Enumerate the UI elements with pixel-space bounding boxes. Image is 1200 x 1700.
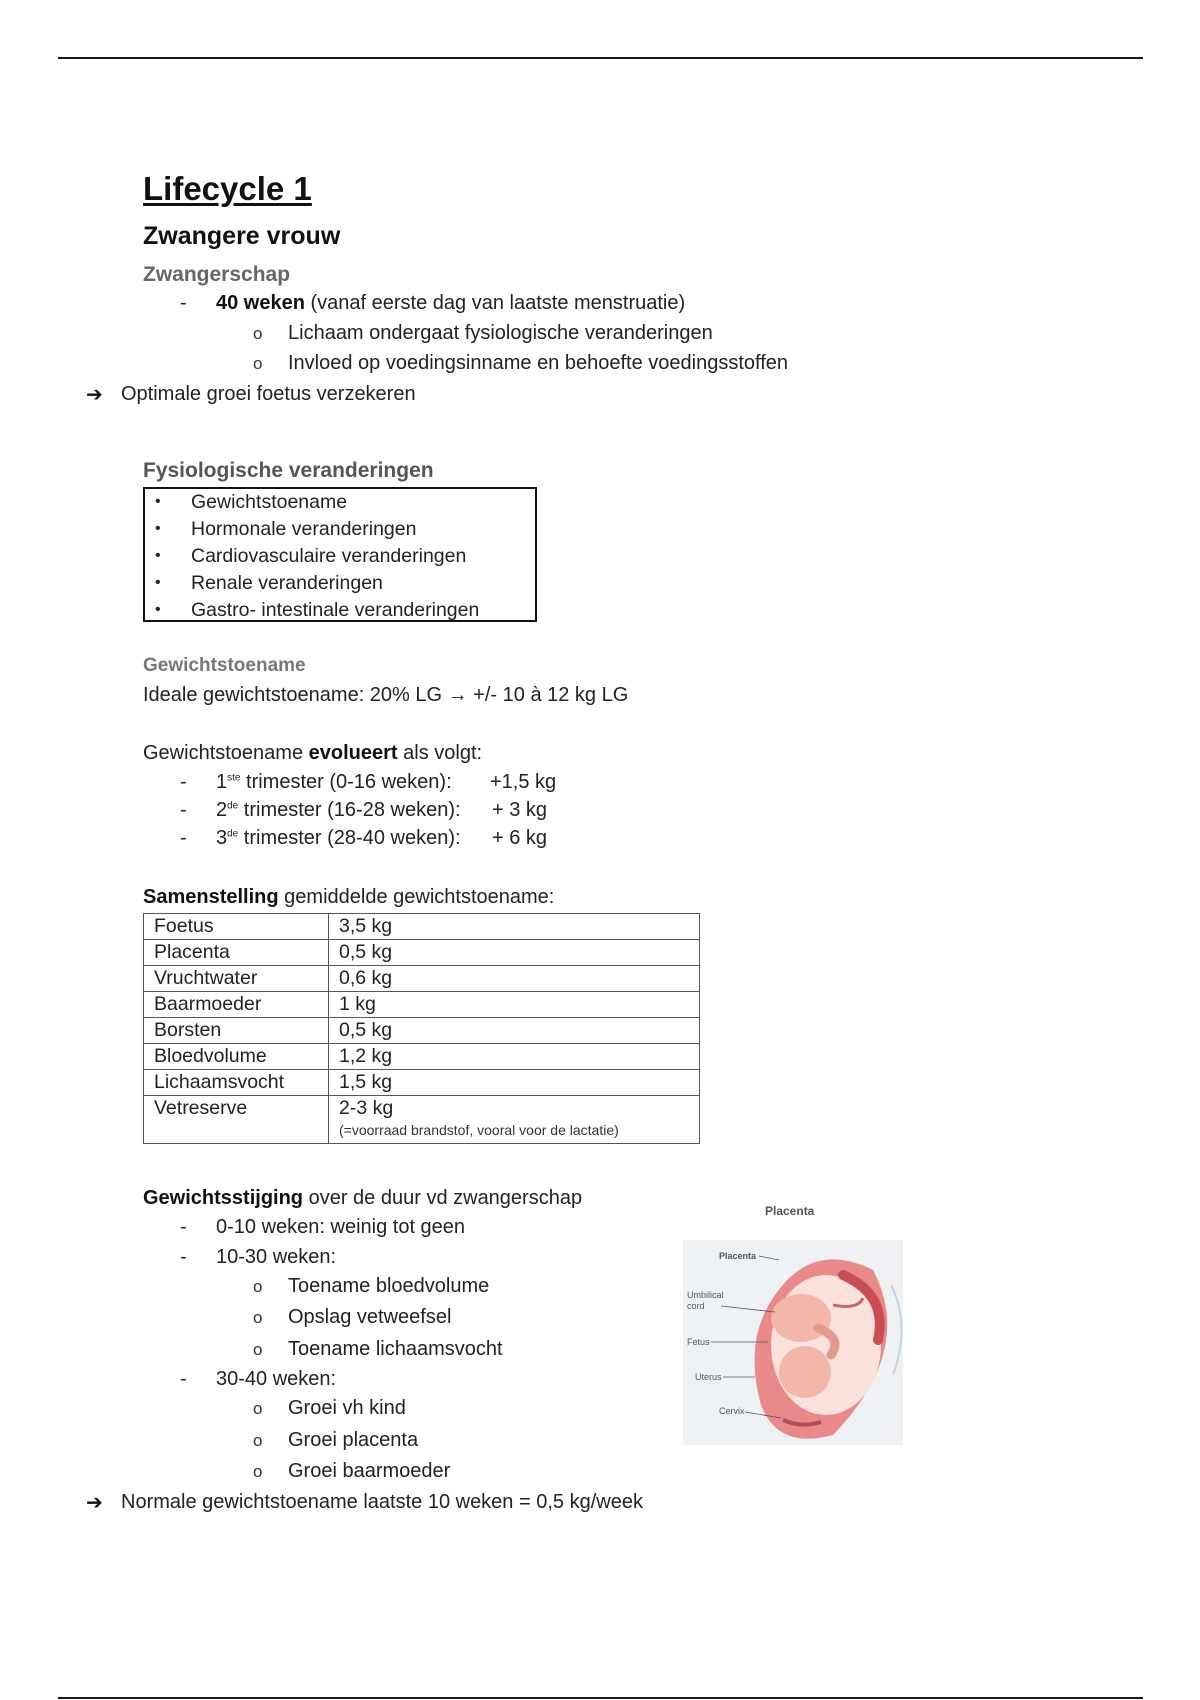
weight-note: (=voorraad brandstof, vooral voor de lactatie) xyxy=(339,1122,619,1138)
physiology-item: Gastro- intestinale veranderingen xyxy=(191,599,480,621)
physiology-item: Cardiovasculaire veranderingen xyxy=(191,545,467,567)
duration-bold: 40 weken xyxy=(216,292,305,314)
dot-bullet: • xyxy=(155,574,161,591)
evolution-intro xyxy=(143,742,482,765)
placenta-illustration xyxy=(683,1200,903,1445)
circle-bullet: o xyxy=(253,1399,263,1418)
period-sub-item: Groei placenta xyxy=(288,1429,419,1451)
composition-table xyxy=(143,913,700,1144)
table-cell-weight: 0,6 kg xyxy=(329,966,700,992)
trimester-value: +1,5 kg xyxy=(490,771,557,793)
table-cell-weight: 0,5 kg xyxy=(329,940,700,966)
list-item xyxy=(145,489,535,516)
table-row xyxy=(144,1044,700,1070)
dash-bullet: - xyxy=(180,1368,187,1390)
table-row xyxy=(144,966,700,992)
trimester-sup: de xyxy=(227,800,239,812)
table-row xyxy=(144,1070,700,1096)
evolution-post: als volgt: xyxy=(397,742,483,764)
dash-bullet: - xyxy=(180,1246,187,1268)
physiology-item: Renale veranderingen xyxy=(191,572,383,594)
figure-label: Placenta xyxy=(719,1251,757,1261)
table-cell-weight: 1,2 kg xyxy=(329,1044,700,1070)
increase-bold: Gewichtsstijging xyxy=(143,1187,304,1209)
composition-intro xyxy=(143,886,554,909)
figure-label: Cervix xyxy=(719,1406,745,1416)
increase-rest: over de duur vd zwangerschap xyxy=(303,1187,583,1209)
table-row xyxy=(144,992,700,1018)
figure-title: Placenta xyxy=(765,1204,815,1218)
trimester-num: 2 xyxy=(216,799,228,821)
table-cell-weight: 0,5 kg xyxy=(329,1018,700,1044)
evolution-bold: evolueert xyxy=(308,742,398,764)
trimester-label: trimester (0-16 weken): xyxy=(240,771,452,793)
footer-rule xyxy=(58,1697,1143,1699)
weight-value: 2-3 kg xyxy=(339,1097,394,1119)
circle-bullet: o xyxy=(253,354,263,373)
trimester-label: trimester (28-40 weken): xyxy=(238,827,461,849)
trimester-value: + 6 kg xyxy=(492,827,548,849)
circle-bullet: o xyxy=(253,324,263,343)
dash-bullet: - xyxy=(180,1216,187,1238)
table-cell-part: Lichaamsvocht xyxy=(144,1070,329,1096)
heading-zwangerschap: Zwangerschap xyxy=(143,263,291,286)
trimester-value: + 3 kg xyxy=(492,799,548,821)
period-item: 10-30 weken: xyxy=(216,1246,337,1268)
table-row xyxy=(144,914,700,940)
trimester-sup: ste xyxy=(227,772,241,784)
figure-label: Umbilical xyxy=(687,1290,724,1300)
dash-bullet: - xyxy=(180,771,187,793)
circle-bullet: o xyxy=(253,1277,263,1296)
trimester-line xyxy=(216,827,461,850)
dash-bullet: - xyxy=(180,799,187,821)
period-sub-item: Groei baarmoeder xyxy=(288,1460,451,1482)
table-cell-part: Borsten xyxy=(144,1018,329,1044)
list-item xyxy=(145,516,535,543)
table-row xyxy=(144,1018,700,1044)
table-cell-weight xyxy=(329,1096,700,1144)
list-item xyxy=(145,570,535,597)
placenta-figure xyxy=(683,1200,903,1445)
list-item xyxy=(145,597,535,624)
trimester-label: trimester (16-28 weken): xyxy=(238,799,461,821)
physiology-item: Hormonale veranderingen xyxy=(191,518,417,540)
header-rule xyxy=(58,57,1143,59)
page-title: Lifecycle 1 xyxy=(143,170,312,207)
circle-bullet: o xyxy=(253,1462,263,1481)
arrow-icon: ➔ xyxy=(86,384,103,406)
table-cell-part: Baarmoeder xyxy=(144,992,329,1018)
table-cell-weight: 1,5 kg xyxy=(329,1070,700,1096)
period-sub-item: Toename bloedvolume xyxy=(288,1275,490,1297)
physiology-box xyxy=(143,487,537,622)
subtitle: Zwangere vrouw xyxy=(143,222,341,250)
period-sub-item: Groei vh kind xyxy=(288,1397,406,1419)
figure-label: cord xyxy=(687,1301,705,1311)
table-cell-part: Foetus xyxy=(144,914,329,940)
composition-bold: Samenstelling xyxy=(143,886,279,908)
period-sub-item: Toename lichaamsvocht xyxy=(288,1338,503,1360)
period-item: 30-40 weken: xyxy=(216,1368,337,1390)
pregnancy-conclusion: Optimale groei foetus verzekeren xyxy=(121,383,416,405)
pregnancy-sub-item: Lichaam ondergaat fysiologische veranderingen xyxy=(288,322,713,344)
trimester-num: 3 xyxy=(216,827,228,849)
dot-bullet: • xyxy=(155,520,161,537)
trimester-num: 1 xyxy=(216,771,228,793)
heading-fysiologische-veranderingen: Fysiologische veranderingen xyxy=(143,459,434,482)
increase-conclusion: Normale gewichtstoename laatste 10 weken = 0,5 kg/week xyxy=(121,1491,643,1513)
trimester-line xyxy=(216,771,452,794)
dot-bullet: • xyxy=(155,493,161,510)
table-cell-part: Bloedvolume xyxy=(144,1044,329,1070)
dot-bullet: • xyxy=(155,547,161,564)
heading-gewichtstoename: Gewichtstoename xyxy=(143,655,306,676)
dot-bullet: • xyxy=(155,601,161,618)
fetus-head xyxy=(779,1346,831,1398)
dash-bullet: - xyxy=(180,292,187,314)
pregnancy-sub-item: Invloed op voedingsinname en behoefte voedingsstoffen xyxy=(288,352,789,374)
figure-label: Fetus xyxy=(687,1337,710,1347)
table-row xyxy=(144,1096,700,1144)
table-row xyxy=(144,940,700,966)
circle-bullet: o xyxy=(253,1431,263,1450)
circle-bullet: o xyxy=(253,1340,263,1359)
table-cell-weight: 3,5 kg xyxy=(329,914,700,940)
evolution-pre: Gewichtstoename xyxy=(143,742,309,764)
table-cell-weight: 1 kg xyxy=(329,992,700,1018)
trimester-line xyxy=(216,799,461,822)
figure-label: Uterus xyxy=(695,1372,722,1382)
increase-intro xyxy=(143,1187,582,1210)
table-cell-part: Vruchtwater xyxy=(144,966,329,992)
arrow-icon: ➔ xyxy=(86,1492,103,1514)
ideal-weight-gain: Ideale gewichtstoename: 20% LG → +/- 10 à 12 kg LG xyxy=(143,684,629,706)
table-cell-part: Vetreserve xyxy=(144,1096,329,1144)
duration-rest: (vanaf eerste dag van laatste menstruatie) xyxy=(304,292,686,314)
physiology-item: Gewichtstoename xyxy=(191,491,348,513)
circle-bullet: o xyxy=(253,1308,263,1327)
list-item xyxy=(145,543,535,570)
composition-rest: gemiddelde gewichtstoename: xyxy=(278,886,555,908)
dash-bullet: - xyxy=(180,827,187,849)
period-sub-item: Opslag vetweefsel xyxy=(288,1306,452,1328)
duration-line xyxy=(216,292,685,315)
period-item: 0-10 weken: weinig tot geen xyxy=(216,1216,466,1238)
trimester-sup: de xyxy=(227,828,239,840)
table-cell-part: Placenta xyxy=(144,940,329,966)
